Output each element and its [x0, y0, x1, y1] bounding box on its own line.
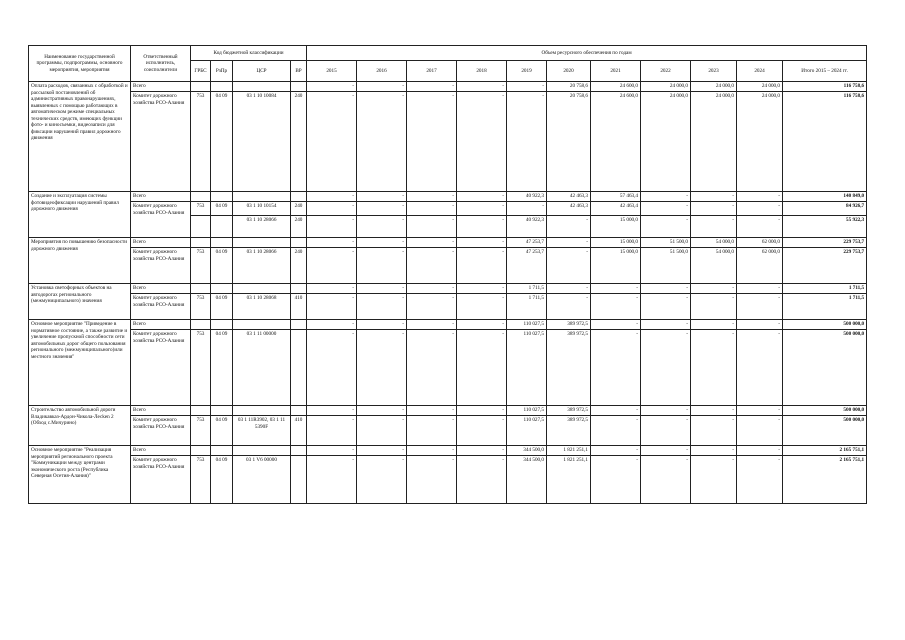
vr-code: 240 — [291, 216, 307, 238]
year-value: 24 600,0 — [591, 92, 641, 192]
year-value: 20 758,6 — [547, 82, 591, 92]
table-row — [29, 82, 867, 92]
table-row — [29, 92, 867, 192]
total-value: 500 000,0 — [783, 320, 867, 330]
year-value: 42 463,4 — [591, 202, 641, 216]
vr-code — [291, 456, 307, 504]
rzpr-code: 04 09 — [211, 416, 233, 446]
year-value: - — [307, 406, 357, 416]
csr-code — [233, 192, 291, 202]
year-value: - — [307, 238, 357, 248]
year-value: - — [307, 416, 357, 446]
vr-code — [291, 406, 307, 416]
year-value: - — [591, 320, 641, 330]
year-value: 1 711,5 — [507, 294, 547, 320]
activity-name: Мероприятия по повышению безопасности дорожного движения — [29, 238, 131, 284]
year-value: 24 000,0 — [691, 92, 737, 192]
year-value: - — [737, 216, 783, 238]
year-value: - — [691, 416, 737, 446]
rzpr-code — [211, 238, 233, 248]
year-value: 62 000,0 — [737, 248, 783, 284]
year-value: - — [407, 202, 457, 216]
grbs-code — [191, 446, 211, 456]
rzpr-code — [211, 406, 233, 416]
total-value: 500 000,0 — [783, 330, 867, 406]
year-value: 344 500,0 — [507, 446, 547, 456]
activity-name: Установка светофорных объектов на автодорогах регионального (межмуниципального) значения — [29, 284, 131, 320]
year-value: - — [547, 238, 591, 248]
responsible: Комитет дорожного хозяйства РСО-Алания — [131, 92, 191, 192]
year-value: - — [691, 192, 737, 202]
csr-code: 03 1 10 28068 — [233, 294, 291, 320]
year-value: - — [307, 202, 357, 216]
year-value: - — [737, 456, 783, 504]
rzpr-code — [211, 284, 233, 294]
grbs-code — [191, 216, 211, 238]
year-value: - — [307, 82, 357, 92]
vr-code: 240 — [291, 248, 307, 284]
year-value: - — [641, 416, 691, 446]
year-value: - — [641, 284, 691, 294]
year-value: 20 758,6 — [547, 92, 591, 192]
activity-name: Основное мероприятие "Реализация мероприятий регионального проекта "Коммуникации между центрами экономического роста (Республика Северная Осетия-Алания)" — [29, 446, 131, 504]
year-value: 15 000,0 — [591, 248, 641, 284]
year-value: - — [591, 446, 641, 456]
year-value: 51 500,0 — [641, 248, 691, 284]
table-row — [29, 202, 867, 216]
year-value: - — [457, 456, 507, 504]
year-value: - — [407, 248, 457, 284]
year-value: 24 000,0 — [737, 92, 783, 192]
year-value: - — [407, 216, 457, 238]
header-year: 2021 — [591, 61, 641, 82]
header-year: 2017 — [407, 61, 457, 82]
grbs-code — [191, 406, 211, 416]
year-value: - — [691, 216, 737, 238]
year-value: - — [307, 284, 357, 294]
grbs-code — [191, 192, 211, 202]
activity-name: Оплата расходов, связанных с обработкой и рассылкой постановлений об административных правонарушениях, выявленных с помощью работающих в автоматическом режиме специальных технических средств, имеющих функции фото- и киносъемки, видеозаписи для фиксации нарушений правил дорожного движения — [29, 82, 131, 192]
year-value: - — [357, 330, 407, 406]
year-value: - — [641, 320, 691, 330]
year-value: - — [737, 202, 783, 216]
rzpr-code: 04 09 — [211, 456, 233, 504]
header-year: 2024 — [737, 61, 783, 82]
year-value: - — [357, 92, 407, 192]
header-csr: ЦСР — [233, 61, 291, 82]
vr-code — [291, 284, 307, 294]
year-value: - — [407, 416, 457, 446]
grbs-code — [191, 284, 211, 294]
year-value: - — [737, 406, 783, 416]
table-row — [29, 330, 867, 406]
csr-code: 03 1 10 28066 — [233, 248, 291, 284]
year-value: - — [457, 82, 507, 92]
vr-code — [291, 238, 307, 248]
responsible: Всего — [131, 320, 191, 330]
header-year: 2020 — [547, 61, 591, 82]
total-value: 2 165 751,1 — [783, 456, 867, 504]
csr-code: 03 1 10 10154 — [233, 202, 291, 216]
year-value: - — [457, 216, 507, 238]
year-value: - — [407, 330, 457, 406]
year-value: 344 500,0 — [507, 456, 547, 504]
csr-code: 03 1 11R3902, 03 1 11 5390F — [233, 416, 291, 446]
year-value: 24 000,0 — [641, 92, 691, 192]
responsible: Комитет дорожного хозяйства РСО-Алания — [131, 248, 191, 284]
year-value: 42 463,3 — [547, 192, 591, 202]
header-total: Итого 2015 – 2024 гг. — [783, 61, 867, 82]
year-value: 40 922,3 — [507, 192, 547, 202]
year-value: - — [407, 82, 457, 92]
year-value: - — [407, 284, 457, 294]
header-year: 2015 — [307, 61, 357, 82]
csr-code — [233, 82, 291, 92]
year-value: - — [547, 248, 591, 284]
year-value: - — [407, 446, 457, 456]
year-value: - — [307, 446, 357, 456]
activity-name: Создание и эксплуатация системы фотовидеофиксации нарушений правил дорожного движения — [29, 192, 131, 238]
year-value: - — [641, 294, 691, 320]
table-row — [29, 416, 867, 446]
year-value: - — [307, 248, 357, 284]
year-value: - — [407, 320, 457, 330]
total-value: 55 922,3 — [783, 216, 867, 238]
year-value: 389 972,5 — [547, 330, 591, 406]
year-value: - — [307, 456, 357, 504]
header-year: 2022 — [641, 61, 691, 82]
year-value: - — [737, 446, 783, 456]
vr-code — [291, 82, 307, 92]
year-value: 24 000,0 — [691, 82, 737, 92]
year-value: - — [357, 446, 407, 456]
table-row — [29, 238, 867, 248]
vr-code — [291, 192, 307, 202]
year-value: - — [407, 456, 457, 504]
rzpr-code: 04 09 — [211, 330, 233, 406]
year-value: - — [737, 330, 783, 406]
responsible: Комитет дорожного хозяйства РСО-Алания — [131, 294, 191, 320]
year-value: - — [691, 456, 737, 504]
rzpr-code: 04 09 — [211, 294, 233, 320]
year-value: 24 000,0 — [737, 82, 783, 92]
csr-code — [233, 238, 291, 248]
year-value: 57 463,4 — [591, 192, 641, 202]
year-value: - — [407, 92, 457, 192]
year-value: - — [641, 192, 691, 202]
table-row — [29, 284, 867, 294]
grbs-code: 753 — [191, 92, 211, 192]
header-year: 2019 — [507, 61, 547, 82]
csr-code — [233, 320, 291, 330]
header-vr: ВР — [291, 61, 307, 82]
year-value: 42 463,3 — [547, 202, 591, 216]
total-value: 140 849,0 — [783, 192, 867, 202]
year-value: - — [357, 248, 407, 284]
responsible: Всего — [131, 192, 191, 202]
year-value: 15 000,0 — [591, 238, 641, 248]
rzpr-code — [211, 192, 233, 202]
year-value: - — [357, 284, 407, 294]
year-value: - — [357, 238, 407, 248]
year-value: 1 711,5 — [507, 284, 547, 294]
year-value: - — [357, 320, 407, 330]
table-row — [29, 320, 867, 330]
document-page — [28, 45, 866, 504]
year-value: - — [457, 248, 507, 284]
csr-code — [233, 284, 291, 294]
header-responsible: Ответственный исполнитель, соисполнители — [131, 46, 191, 82]
vr-code: 240 — [291, 92, 307, 192]
responsible: Всего — [131, 238, 191, 248]
year-value: - — [591, 406, 641, 416]
grbs-code: 753 — [191, 330, 211, 406]
year-value: 40 922,3 — [507, 216, 547, 238]
vr-code: 410 — [291, 416, 307, 446]
vr-code: 240 — [291, 202, 307, 216]
header-rzpr: РзПр — [211, 61, 233, 82]
year-value: 1 821 251,1 — [547, 446, 591, 456]
year-value: - — [591, 330, 641, 406]
rzpr-code — [211, 320, 233, 330]
table-row — [29, 446, 867, 456]
year-value: - — [357, 406, 407, 416]
year-value: - — [547, 284, 591, 294]
header-grbs: ГРБС — [191, 61, 211, 82]
year-value: - — [641, 330, 691, 406]
grbs-code — [191, 82, 211, 92]
responsible: Комитет дорожного хозяйства РСО-Алания — [131, 456, 191, 504]
year-value: - — [357, 216, 407, 238]
year-value: 51 500,0 — [641, 238, 691, 248]
year-value: - — [457, 330, 507, 406]
vr-code — [291, 446, 307, 456]
year-value: - — [357, 416, 407, 446]
csr-code — [233, 446, 291, 456]
year-value: - — [591, 284, 641, 294]
year-value: - — [457, 192, 507, 202]
year-value: - — [457, 202, 507, 216]
grbs-code: 753 — [191, 294, 211, 320]
total-value: 116 758,6 — [783, 82, 867, 92]
table-row — [29, 192, 867, 202]
year-value: - — [357, 82, 407, 92]
year-value: 54 000,0 — [691, 238, 737, 248]
year-value: - — [691, 284, 737, 294]
year-value: - — [307, 92, 357, 192]
vr-code — [291, 320, 307, 330]
year-value: - — [457, 294, 507, 320]
activity-name: Строительство автомобильной дороги Владикавказ-Ардон-Чикола-Лесken 2 (Обход с.Мичурино) — [29, 406, 131, 446]
rzpr-code: 04 09 — [211, 202, 233, 216]
year-value: - — [307, 216, 357, 238]
year-value: 389 972,5 — [547, 320, 591, 330]
total-value: 229 753,7 — [783, 238, 867, 248]
year-value: 54 000,0 — [691, 248, 737, 284]
year-value: - — [457, 92, 507, 192]
year-value: - — [547, 294, 591, 320]
year-value: - — [407, 238, 457, 248]
year-value: 110 027,5 — [507, 330, 547, 406]
year-value: - — [307, 294, 357, 320]
year-value: - — [641, 446, 691, 456]
rzpr-code — [211, 82, 233, 92]
year-value: - — [591, 456, 641, 504]
year-value: - — [737, 284, 783, 294]
year-value: - — [591, 416, 641, 446]
year-value: - — [691, 406, 737, 416]
year-value: - — [691, 446, 737, 456]
rzpr-code — [211, 446, 233, 456]
rzpr-code: 04 09 — [211, 92, 233, 192]
year-value: 24 600,0 — [591, 82, 641, 92]
total-value: 500 000,0 — [783, 416, 867, 446]
year-value: - — [507, 82, 547, 92]
year-value: 47 253,7 — [507, 248, 547, 284]
grbs-code: 753 — [191, 202, 211, 216]
total-value: 229 753,7 — [783, 248, 867, 284]
responsible: Комитет дорожного хозяйства РСО-Алания — [131, 202, 191, 238]
year-value: - — [691, 320, 737, 330]
table-row — [29, 406, 867, 416]
year-value: - — [691, 294, 737, 320]
year-value: - — [641, 202, 691, 216]
grbs-code — [191, 238, 211, 248]
total-value: 2 165 751,1 — [783, 446, 867, 456]
csr-code: 03 1 10 28066 — [233, 216, 291, 238]
total-value: 116 758,6 — [783, 92, 867, 192]
year-value: 389 972,5 — [547, 406, 591, 416]
year-value: - — [457, 320, 507, 330]
year-value: 15 000,0 — [591, 216, 641, 238]
header-year: 2016 — [357, 61, 407, 82]
activity-name: Основное мероприятие "Приведение в нормативное состояние, а также развитие и увеличение пропускной способности сети автомобильных дорог общего пользования регионального (межмуниципального)или местного значения" — [29, 320, 131, 406]
year-value: - — [507, 202, 547, 216]
year-value: - — [737, 192, 783, 202]
year-value: - — [407, 294, 457, 320]
csr-code: 03 1 10 10084 — [233, 92, 291, 192]
year-value: 1 821 251,1 — [547, 456, 591, 504]
rzpr-code — [211, 216, 233, 238]
header-volume: Объем ресурсного обеспечения по годам — [307, 46, 867, 61]
year-value: - — [691, 202, 737, 216]
year-value: - — [737, 416, 783, 446]
csr-code: 03 1 V6 00000 — [233, 456, 291, 504]
year-value: 389 972,5 — [547, 416, 591, 446]
grbs-code — [191, 320, 211, 330]
year-value: - — [457, 284, 507, 294]
responsible: Всего — [131, 82, 191, 92]
grbs-code: 753 — [191, 416, 211, 446]
year-value: - — [691, 330, 737, 406]
responsible: Комитет дорожного хозяйства РСО-Алания — [131, 330, 191, 406]
year-value: - — [307, 330, 357, 406]
year-value: - — [307, 192, 357, 202]
vr-code — [291, 330, 307, 406]
year-value: - — [507, 92, 547, 192]
responsible: Комитет дорожного хозяйства РСО-Алания — [131, 416, 191, 446]
total-value: 1 711,5 — [783, 294, 867, 320]
total-value: 84 926,7 — [783, 202, 867, 216]
responsible: Всего — [131, 446, 191, 456]
vr-code: 410 — [291, 294, 307, 320]
year-value: 110 027,5 — [507, 416, 547, 446]
year-value: 110 027,5 — [507, 320, 547, 330]
year-value: - — [457, 406, 507, 416]
year-value: - — [307, 320, 357, 330]
grbs-code: 753 — [191, 456, 211, 504]
header-year: 2023 — [691, 61, 737, 82]
csr-code: 03 1 11 00000 — [233, 330, 291, 406]
year-value: - — [737, 320, 783, 330]
resource-table — [28, 45, 867, 504]
year-value: - — [641, 216, 691, 238]
header-name: Наименование государственной программы, подпрограммы, основного мероприятия, мероприятия — [29, 46, 131, 82]
year-value: - — [547, 216, 591, 238]
grbs-code: 753 — [191, 248, 211, 284]
year-value: - — [357, 294, 407, 320]
year-value: - — [357, 202, 407, 216]
table-body — [29, 82, 867, 504]
total-value: 500 000,0 — [783, 406, 867, 416]
year-value: - — [737, 294, 783, 320]
year-value: - — [457, 416, 507, 446]
year-value: - — [407, 406, 457, 416]
year-value: - — [641, 406, 691, 416]
year-value: - — [357, 456, 407, 504]
year-value: - — [407, 192, 457, 202]
year-value: 47 253,7 — [507, 238, 547, 248]
year-value: 110 027,5 — [507, 406, 547, 416]
table-row — [29, 456, 867, 504]
header-year: 2018 — [457, 61, 507, 82]
year-value: - — [457, 446, 507, 456]
year-value: 24 000,0 — [641, 82, 691, 92]
total-value: 1 711,5 — [783, 284, 867, 294]
responsible: Всего — [131, 406, 191, 416]
year-value: 62 000,0 — [737, 238, 783, 248]
year-value: - — [591, 294, 641, 320]
rzpr-code: 04 09 — [211, 248, 233, 284]
year-value: - — [457, 238, 507, 248]
table-row — [29, 248, 867, 284]
responsible: Всего — [131, 284, 191, 294]
header-budget-code: Код бюджетной классификации — [191, 46, 307, 61]
table-row — [29, 294, 867, 320]
year-value: - — [641, 456, 691, 504]
csr-code — [233, 406, 291, 416]
year-value: - — [357, 192, 407, 202]
